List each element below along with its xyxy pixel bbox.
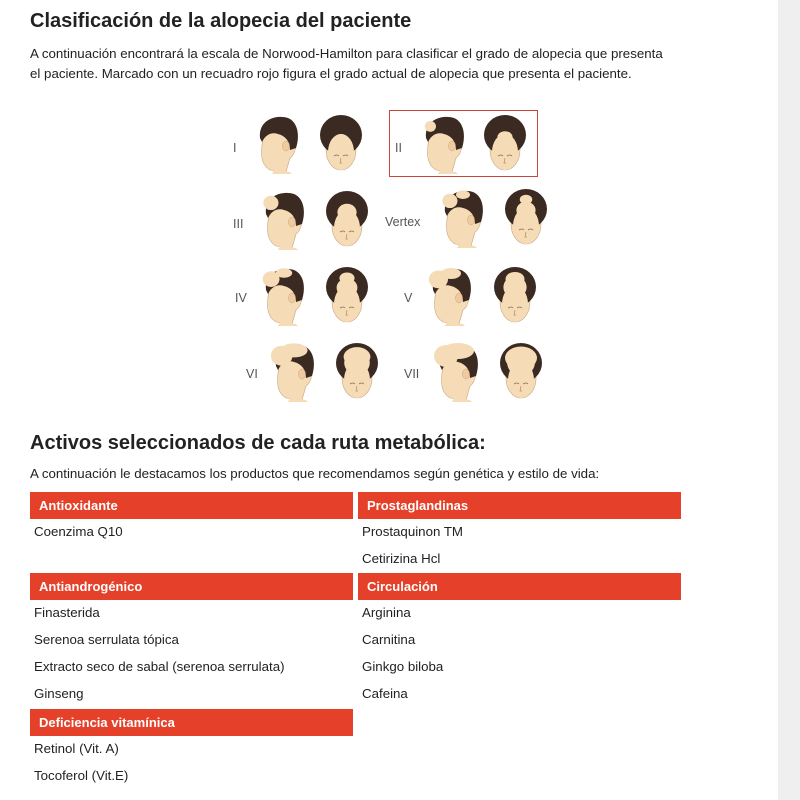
vertex-side-head-icon — [435, 186, 487, 248]
section-title-actives: Activos seleccionados de cada ruta metabólica: — [30, 432, 486, 454]
stage-3-top-head-icon — [324, 188, 370, 250]
section-intro-actives: A continuación le destacamos los productos que recomendamos según genética y estilo de vida: — [30, 466, 600, 481]
stage-5-top-head-icon — [492, 264, 538, 326]
stage-6-side-head-icon — [266, 340, 318, 402]
stage-label-6: VI — [246, 367, 258, 381]
group-header-antiandrogenico: Antiandrogénico — [30, 573, 353, 600]
intro-paragraph — [30, 44, 710, 84]
stage-1-side-head-icon — [250, 112, 302, 174]
list-item: Coenzima Q10 — [34, 524, 123, 539]
stage-4-top-head-icon — [324, 264, 370, 326]
list-item: Finasterida — [34, 605, 100, 620]
group-header-deficiencia-vitaminica: Deficiencia vitamínica — [30, 709, 353, 736]
stage-2-top-head-icon — [482, 112, 528, 174]
vertex-top-head-icon — [503, 186, 549, 248]
stage-7-top-head-icon — [498, 340, 544, 402]
stage-label-5: V — [404, 291, 413, 305]
list-item: Cetirizina Hcl — [362, 551, 441, 566]
norwood-hamilton-scale — [230, 108, 550, 408]
stage-2-side-head-icon — [416, 112, 468, 174]
list-item: Prostaquinon TM — [362, 524, 464, 539]
stage-label-4: IV — [235, 291, 247, 305]
group-header-circulacion: Circulación — [358, 573, 681, 600]
stage-label-1: I — [233, 141, 237, 155]
list-item: Serenoa serrulata tópica — [34, 632, 179, 647]
stage-1-top-head-icon — [318, 112, 364, 174]
group-header-antioxidante: Antioxidante — [30, 492, 353, 519]
stage-label-vertex: Vertex — [385, 215, 421, 229]
stage-label-3: III — [233, 217, 244, 231]
stage-7-side-head-icon — [430, 340, 482, 402]
stage-6-top-head-icon — [334, 340, 380, 402]
stage-5-side-head-icon — [423, 264, 475, 326]
stage-3-side-head-icon — [256, 188, 308, 250]
intro-line-2: el paciente. Marcado con un recuadro rojo figura el grado actual de alopecia que presenta el paciente. — [30, 66, 632, 81]
page-title: Clasificación de la alopecia del paciente — [30, 10, 412, 32]
list-item: Extracto seco de sabal (serenoa serrulata) — [34, 659, 285, 674]
list-item: Carnitina — [362, 632, 416, 647]
group-header-prostaglandinas: Prostaglandinas — [358, 492, 681, 519]
list-item: Arginina — [362, 605, 411, 620]
list-item: Retinol (Vit. A) — [34, 741, 119, 756]
intro-line-1: A continuación encontrará la escala de Norwood-Hamilton para clasificar el grado de alopecia que presenta — [30, 46, 663, 61]
list-item: Cafeina — [362, 686, 408, 701]
list-item: Ginkgo biloba — [362, 659, 444, 674]
page-side-bar — [778, 0, 800, 800]
list-item: Tocoferol (Vit.E) — [34, 768, 129, 783]
list-item: Ginseng — [34, 686, 84, 701]
stage-4-side-head-icon — [256, 264, 308, 326]
stage-label-2: II — [395, 141, 402, 155]
stage-label-7: VII — [404, 367, 420, 381]
